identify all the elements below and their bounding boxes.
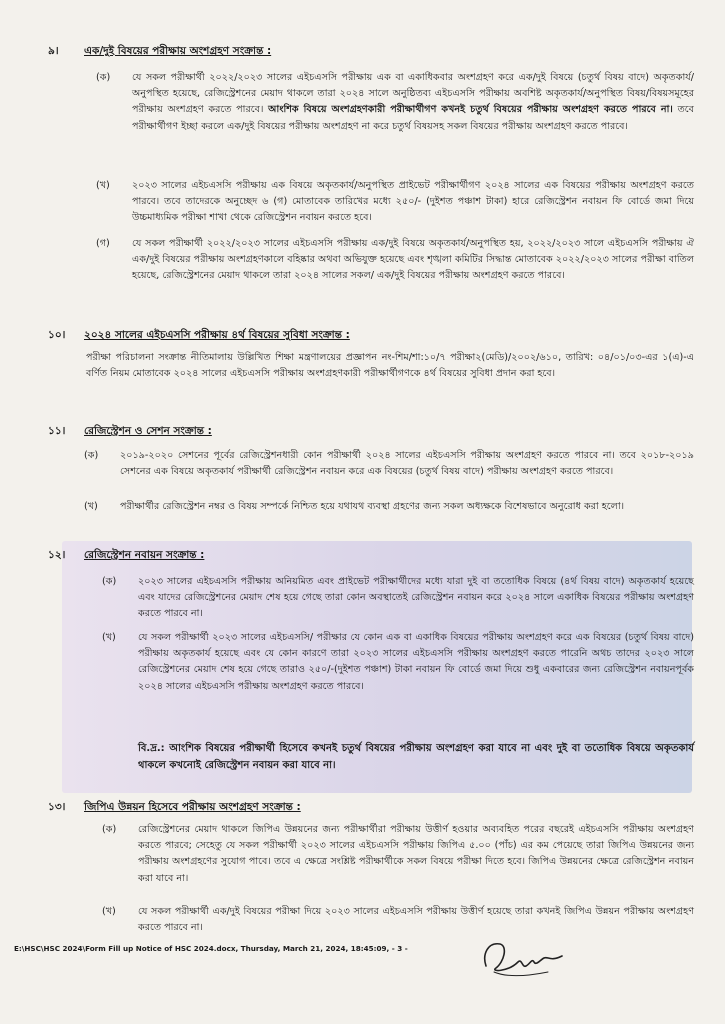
item-text: ২০২৩ সালের এইচএসসি পরীক্ষায় এক বিষয়ে অকৃতকার্য/অনুপস্থিত প্রাইভেট পরীক্ষার্থীগণ ২০২৪ সালের এক বিষয়ের পরীক্ষায় অংশগ্রহণ করতে পারবে। তবে তাদেরকে অনুচ্ছেদ ৬ (গ) মোতাবেক তারিখের মধ্যে ২৫০/- (দুইশত পঞ্চাশ টাকা) হারে রেজিস্ট্রেশন নবায়ন ফি বোর্ডে জমা দিয়ে উচ্চমাধ্যমিক পরীক্ষা শাখা থেকে রেজিস্ট্রেশন নবায়ন করতে হবে। — [132, 180, 694, 224]
section-heading — [48, 424, 698, 438]
section-title: রেজিস্ট্রেশন ও সেশন সংক্রান্ত : — [84, 425, 212, 437]
list-item — [84, 448, 694, 480]
list-item — [102, 630, 694, 695]
item-text: ২০১৯-২০২০ সেশনের পূর্বের রেজিস্ট্রেশনধারী কোন পরীক্ষার্থী ২০২৪ সালের এইচএসসি পরীক্ষায় অংশগ্রহণ করতে পারবে না। তবে ২০১৮-২০১৯ সেশনের এক বিষয়ে অকৃতকার্য পরীক্ষার্থী রেজিস্ট্রেশন নবায়ন করে এক বিষয়ের (চতুর্থ বিষয় বাদে) পরীক্ষায় অংশগ্রহণ করতে পারবে। — [120, 450, 694, 478]
item-label: (খ) — [96, 180, 110, 191]
section-number: ১৩। — [48, 801, 66, 813]
list-item — [102, 904, 694, 936]
item-text: ২০২৩ সালের এইচএসসি পরীক্ষায় অনিয়মিত এবং প্রাইভেট পরীক্ষার্থীদের মধ্যে যারা দুই বা ততোধিক বিষয়ে (৪র্থ বিষয় বাদে) অকৃতকার্য হয়েছে এবং যাদের রেজিস্ট্রেশনের মেয়াদ শেষ হয়ে গেছে তারা কোন অবস্থাতেই রেজিস্ট্রেশন নবায়ন করে ২০২৪ সালে একাধিক বিষয়ের পরীক্ষায় অংশগ্রহণ করতে পারবে না। — [138, 576, 694, 620]
list-item — [96, 236, 694, 285]
section-title: জিপিএ উন্নয়ন হিসেবে পরীক্ষায় অংশগ্রহণ সংক্রান্ত : — [84, 801, 301, 813]
item-tail-text: তবে পরীক্ষার্থীগণ ইচ্ছা করলে এক/দুই বিষয়ের পরীক্ষায় অংশগ্রহণ না করে চতুর্থ বিষয়সহ সকল বিষয়ের পরীক্ষায় অংশগ্রহণ করতে পারবে। — [132, 104, 694, 132]
list-item — [84, 499, 694, 515]
item-text: যে সকল পরীক্ষার্থী ২০২২/২০২৩ সালের এইচএসসি পরীক্ষায় এক বা একাধিকবার অংশগ্রহণ করে এক/দুই বিষয়ে (চতুর্থ বিষয় বাদে) অকৃতকার্য/অনুপস্থিত হয়েছে, রেজিস্ট্রেশনের মেয়াদ থাকলে তারা ২০২৪ সালে অনুষ্ঠিতব্য এইচএসসি পরীক্ষায় অবশিষ্ট অকৃতকার্য/অনুপস্থিত বিষয়/বিষয়সমূহের পরীক্ষায় অংশগ্রহণ করতে পারবে। — [132, 72, 694, 116]
list-item — [102, 574, 694, 623]
section-heading — [48, 328, 698, 342]
section-12 — [48, 548, 698, 562]
signature-icon — [478, 932, 568, 982]
section-13 — [48, 800, 698, 814]
section-number: ৯। — [48, 45, 59, 57]
item-text: পরীক্ষার্থীর রেজিস্ট্রেশন নম্বর ও বিষয় সম্পর্কে নিশ্চিত হয়ে যথাযথ ব্যবস্থা গ্রহণের জন্য সকল অধ্যক্ষকে বিশেষভাবে অনুরোধ করা হলো। — [120, 501, 625, 512]
section-heading — [48, 548, 698, 562]
list-item — [96, 70, 694, 135]
section-title: এক/দুই বিষয়ের পরীক্ষায় অংশগ্রহণ সংক্রান্ত : — [84, 45, 272, 57]
item-label: (ক) — [102, 824, 117, 835]
item-bold-text: আংশিক বিষয়ে অংশগ্রহণকারী পরীক্ষার্থীগণ কখনই চতুর্থ বিষয়ের পরীক্ষায় অংশগ্রহণ করতে পারবে না। — [268, 104, 673, 116]
section-number: ১২। — [48, 549, 66, 561]
list-item — [96, 178, 694, 227]
section-title: ২০২৪ সালের এইচএসসি পরীক্ষায় ৪র্থ বিষয়ের সুবিধা সংক্রান্ত : — [84, 329, 350, 341]
item-label: (গ) — [96, 238, 110, 249]
item-text: যে সকল পরীক্ষার্থী ২০২২/২০২৩ সালের এইচএসসি পরীক্ষায় এক/দুই বিষয়ে অকৃতকার্য/অনুপস্থিত হয়, ২০২২/২০২৩ সালে এইচএসসি পরীক্ষায় ঐ এক/দুই বিষয়ের পরীক্ষায় অংশগ্রহণকালে বহিষ্কার অথবা অভিযুক্ত হয়েছে এবং শৃঙ্খলা কমিটির সিদ্ধান্ত মোতাবেক ২০২২/২০২৩ সালের পরীক্ষা বাতিল হয়েছে, রেজিস্ট্রেশনের মেয়াদ থাকলে তারা ২০২৪ সালের সকল/ এক/দুই বিষয়ের পরীক্ষায় অংশগ্রহণ করতে পারবে। — [132, 238, 694, 282]
section-9 — [48, 44, 698, 58]
section-number: ১০। — [48, 329, 66, 341]
section-heading — [48, 44, 698, 58]
item-label: (খ) — [102, 632, 116, 643]
section-number: ১১। — [48, 425, 66, 437]
item-label: (ক) — [96, 72, 111, 83]
item-text: যে সকল পরীক্ষার্থী এক/দুই বিষয়ের পরীক্ষা দিয়ে ২০২৩ সালের এইচএসসি পরীক্ষায় উত্তীর্ণ হয়েছে তারা কখনই জিপিএ উন্নয়ন পরীক্ষায় অংশগ্রহণ করতে পারবে না। — [138, 906, 694, 934]
note-text: বি.দ্র.: আংশিক বিষয়ের পরীক্ষার্থী হিসেবে কখনই চতুর্থ বিষয়ের পরীক্ষায় অংশগ্রহণ করা যাবে না এবং দুই বা ততোধিক বিষয়ে অকৃতকার্য থাকলে কখনোই রেজিস্ট্রেশন নবায়ন করা যাবে না। — [138, 743, 694, 771]
item-text: রেজিস্ট্রেশনের মেয়াদ থাকলে জিপিএ উন্নয়নের জন্য পরীক্ষার্থীরা পরীক্ষায় উত্তীর্ণ হওয়ার অব্যবহিত পরের বছরেই এইচএসসি পরীক্ষায় অংশগ্রহণ করতে পারবে; সেহেতু যে সকল পরীক্ষার্থী ২০২৩ সালের এইচএসসি পরীক্ষায় জিপিএ ৫.০০ (পাঁচ) এর কম পেয়েছে তারা জিপিএ উন্নয়নের জন্য পরীক্ষায় অংশগ্রহণের সুযোগ পাবে। তবে এ ক্ষেত্রে সংশ্লিষ্ট পরীক্ষার্থীকে সকল বিষয়ে পরীক্ষা দিতে হবে। জিপিএ উন্নয়নের ক্ষেত্রে রেজিস্ট্রেশন নবায়ন করা যাবে না। — [138, 824, 694, 884]
list-item — [102, 822, 694, 887]
footer-file-path: E:\HSC\HSC 2024\Form Fill up Notice of HSC 2024.docx, Thursday, March 21, 2024, 18:45:09, - 3 - — [14, 944, 408, 953]
item-label: (ক) — [102, 576, 117, 587]
section-heading — [48, 800, 698, 814]
section-10 — [48, 328, 698, 342]
section-title: রেজিস্ট্রেশন নবায়ন সংক্রান্ত : — [84, 549, 205, 561]
item-label: (ক) — [84, 450, 99, 461]
section-paragraph: পরীক্ষা পরিচালনা সংক্রান্ত নীতিমালায় উল্লিখিত শিক্ষা মন্ত্রণালয়ের প্রজ্ঞাপন নং-শিম/শা:১০/৭ পরীক্ষা২(মেডি)/২০০২/৬১০, তারিখ: ০৪/০১/০৩-এর ১(এ)-এ বর্ণিত নিয়ম মোতাবেক ২০২৪ সালের এইচএসসি পরীক্ষায় অংশগ্রহণকারী পরীক্ষার্থীগণকে ৪র্থ বিষয়ের সুবিধা প্রদান করা হবে। — [86, 352, 694, 380]
item-label: (খ) — [102, 906, 116, 917]
section-11 — [48, 424, 698, 438]
item-text: যে সকল পরীক্ষার্থী ২০২৩ সালের এইচএসসি/ পরীক্ষার যে কোন এক বা একাধিক বিষয়ের পরীক্ষায় অংশগ্রহণ করে এক বিষয়ের (চতুর্থ বিষয় বাদে) পরীক্ষায় অকৃতকার্য হয়েছে এবং যে কোন কারণে তারা ২০২৩ সালের এইচএসসি পরীক্ষায় অংশগ্রহণ করতে পারেনি অথচ তাদের ২০২৩ সালে রেজিস্ট্রেশনের মেয়াদ শেষ হয়ে গেছে তারাও ২৫০/-(দুইশত পঞ্চাশ) টাকা নবায়ন ফি বোর্ডে জমা দিয়ে শুধু একবারের জন্য রেজিস্ট্রেশন নবায়নপূর্বক ২০২৪ সালের এইচএসসি পরীক্ষায় অংশগ্রহণ করতে পারবে। — [138, 632, 694, 692]
item-label: (খ) — [84, 501, 98, 512]
